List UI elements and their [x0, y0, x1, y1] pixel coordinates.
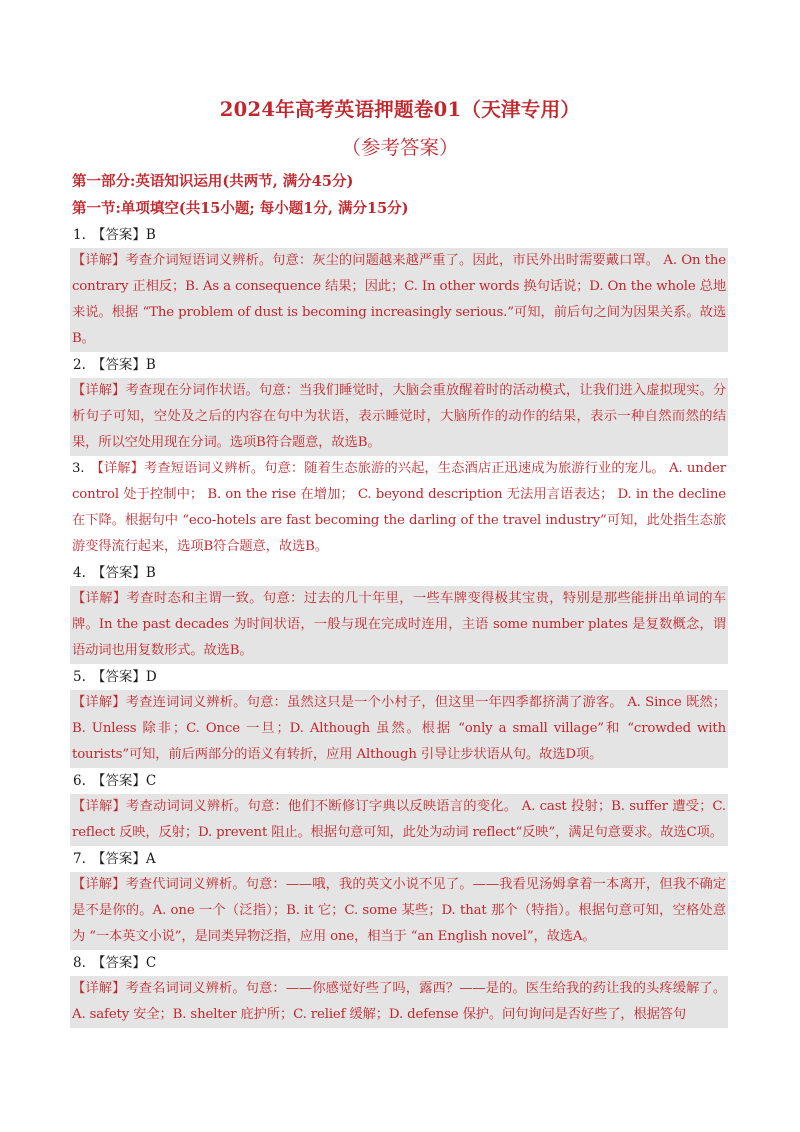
answer-detail: 【详解】考查代词词义辨析。句意：——哦，我的英文小说不见了。——我看见汤姆拿着一本离开，但我不确定是不是你的。A. one 一个（泛指）；B. it 它；C. some 某些；D. that 那个（特指）。根据句意可知，空格处意为 “一本英文小说”，是同类异物泛指，应用 one，相当于 “an English novel”，故选A。 — [70, 872, 728, 950]
answer-detail-text: 【详解】考查短语词义辨析。句意：随着生态旅游的兴起，生态酒店正迅速成为旅游行业的宠儿。 A. under control 处于控制中； B. on the rise 在增加； C. beyond description 无法用言语表达； D. in the decline 在下降。根据句中 “eco-hotels are fast becoming the darling of the travel industry”可知，此处指生态旅游变得流行起来，选项B符合题意，故选B。 — [72, 461, 726, 554]
question-8 — [72, 950, 728, 1028]
document-title: 2024年高考英语押题卷01（天津专用） — [219, 98, 581, 121]
document-subtitle: （参考答案） — [341, 136, 459, 159]
answer-text: 【答案】C — [91, 773, 157, 789]
answer-detail: 【详解】考查动词词义辨析。句意：他们不断修订字典以反映语言的变化。 A. cast 投射；B. suffer 遭受；C. reflect 反映，反射；D. prevent 阻止。根据句意可知，此处为动词 reflect“反映”，满足句意要求。故选C项。 — [70, 794, 728, 846]
question-2 — [72, 352, 728, 456]
section-heading: 第一节:单项填空(共15小题; 每小题1分, 满分15分) — [72, 200, 409, 217]
answer-text: 【答案】B — [91, 227, 156, 243]
question-5 — [72, 664, 728, 768]
answer-text: 【答案】A — [91, 851, 156, 867]
answer-text: 【答案】B — [91, 565, 156, 581]
question-4 — [72, 560, 728, 664]
answer-line: 6. 【答案】C — [73, 773, 157, 789]
answer-detail: 【详解】考查名词词义辨析。句意：——你感觉好些了吗，露西？——是的。医生给我的药让我的头疼缓解了。A. safety 安全；B. shelter 庇护所；C. relief 缓解；D. defense 保护。问句询问是否好些了，根据答句 — [70, 976, 728, 1028]
answer-line: 5. 【答案】D — [73, 669, 157, 685]
answer-detail: 【详解】考查时态和主谓一致。句意：过去的几十年里，一些车牌变得极其宝贵，特别是那些能拼出单词的车牌。In the past decades 为时间状语，一般与现在完成时连用，主语 some number plates 是复数概念，谓语动词也用复数形式。故选B。 — [70, 586, 728, 664]
question-6 — [72, 768, 728, 846]
answer-detail: 【详解】考查介词短语词义辨析。句意：灰尘的问题越来越严重了。因此，市民外出时需要戴口罩。 A. On the contrary 正相反；B. As a consequence 结果；因此；C. In other words 换句话说；D. On the whole 总地来说。根据 “The problem of dust is becoming increasingly serious.”可知，前后句之间为因果关系。故选B。 — [70, 248, 728, 352]
answer-detail: 3. 【详解】考查短语词义辨析。句意：随着生态旅游的兴起，生态酒店正迅速成为旅游行业的宠儿。 A. under control 处于控制中； B. on the rise 在增加； C. beyond description 无法用言语表达； D. in the decline 在下降。根据句中 “eco-hotels are fast becoming the darling of the travel industry”可知，此处指生态旅游变得流行起来，选项B符合题意，故选B。 — [72, 461, 726, 554]
answer-line: 4. 【答案】B — [73, 565, 156, 581]
answer-line: 8. 【答案】C — [73, 955, 157, 971]
answer-text: 【答案】D — [91, 669, 157, 685]
document-page — [72, 96, 728, 1028]
answer-text: 【答案】B — [91, 357, 156, 373]
question-7 — [72, 846, 728, 950]
answer-line: 1. 【答案】B — [73, 227, 156, 243]
answer-line: 7. 【答案】A — [73, 851, 156, 867]
answer-text: 【答案】C — [91, 955, 157, 971]
answer-line: 2. 【答案】B — [73, 357, 156, 373]
question-3 — [72, 456, 728, 560]
answer-detail: 【详解】考查连词词义辨析。句意：虽然这只是一个小村子，但这里一年四季都挤满了游客。 A. Since 既然；B. Unless 除非；C. Once 一旦；D. Although 虽然。根据 “only a small village”和 “crowded with tourists”可知，前后两部分的语义有转折，应用 Although 引导让步状语从句。故选D项。 — [70, 690, 728, 768]
answer-detail: 【详解】考查现在分词作状语。句意：当我们睡觉时，大脑会重放醒着时的活动模式，让我们进入虚拟现实。分析句子可知，空处及之后的内容在句中为状语，表示睡觉时，大脑所作的动作的结果，表示一种自然而然的结果，所以空处用现在分词。选项B符合题意，故选B。 — [70, 378, 728, 456]
question-1 — [72, 222, 728, 352]
part-heading: 第一部分:英语知识运用(共两节, 满分45分) — [72, 173, 354, 190]
